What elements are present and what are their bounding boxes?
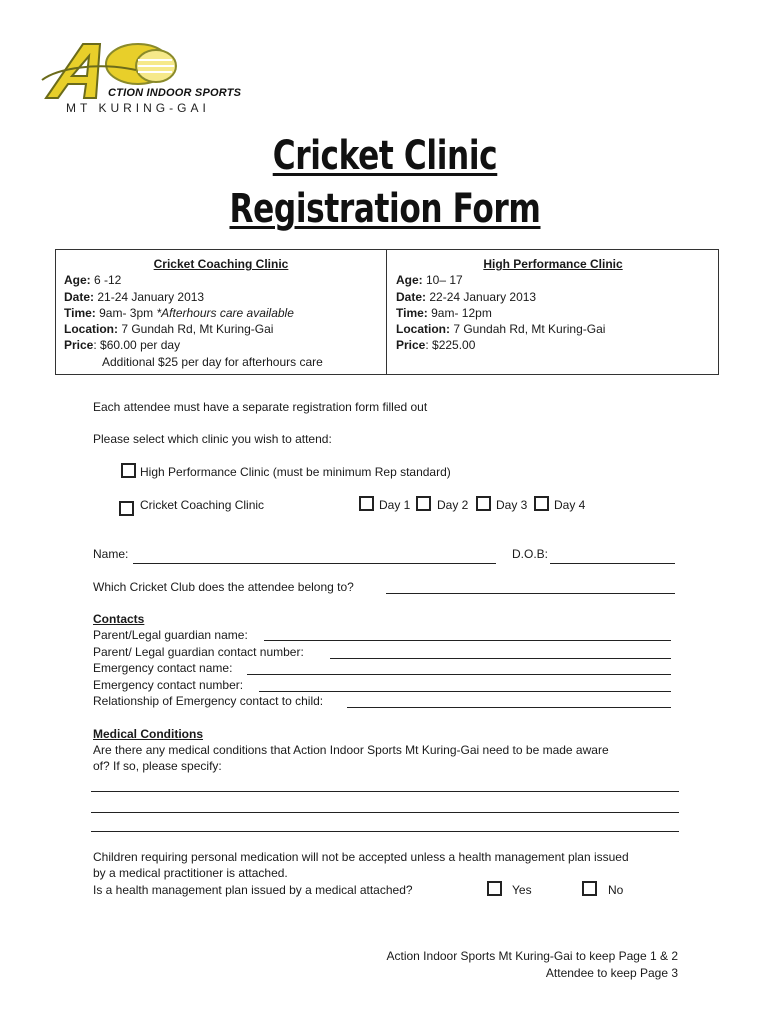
- medical-answer-line2[interactable]: [91, 812, 679, 813]
- time-value: 9am- 3pm: [95, 305, 157, 320]
- name-input-line[interactable]: [133, 563, 496, 564]
- health-plan-no-label: No: [608, 883, 624, 897]
- emergency-name-input-line[interactable]: [247, 674, 671, 675]
- coaching-price-row: [64, 337, 378, 353]
- day3-checkbox[interactable]: [476, 496, 491, 511]
- price-value: : $60.00 per day: [93, 338, 181, 353]
- club-label: Which Cricket Club does the attendee belong to?: [93, 580, 354, 594]
- dob-label: D.O.B:: [512, 547, 549, 561]
- day2-checkbox[interactable]: [416, 496, 431, 511]
- logo-location-text: MT KURING-GAI: [66, 101, 210, 115]
- health-plan-yes-checkbox[interactable]: [487, 881, 502, 896]
- medical-answer-line1[interactable]: [91, 791, 679, 792]
- emergency-number-label: Emergency contact number:: [93, 678, 244, 692]
- medical-question-line1: Are there any medical conditions that Action Indoor Sports Mt Kuring-Gai need to be made aware: [93, 743, 609, 757]
- location-label: Location:: [396, 322, 450, 337]
- price-value: : $225.00: [425, 338, 476, 353]
- date-label: Date:: [64, 289, 95, 304]
- logo-brand-text: CTION INDOOR SPORTS: [108, 87, 242, 99]
- performance-clinic-heading: High Performance Clinic: [483, 257, 623, 271]
- name-label: Name:: [93, 547, 129, 561]
- high-performance-option-label: High Performance Clinic (must be minimum Rep standard): [140, 465, 451, 479]
- performance-price-row: [396, 337, 710, 353]
- age-label: Age:: [64, 273, 91, 288]
- coaching-age-row: [64, 272, 378, 288]
- day3-label: Day 3: [496, 498, 528, 512]
- medication-notice-line2: by a medical practitioner is attached.: [93, 866, 288, 880]
- guardian-number-label: Parent/ Legal guardian contact number:: [93, 645, 304, 659]
- coaching-time-row: [64, 305, 378, 321]
- coaching-clinic-column: [56, 250, 386, 374]
- guardian-name-input-line[interactable]: [264, 640, 671, 641]
- footer-line1: Action Indoor Sports Mt Kuring-Gai to keep Page 1 & 2: [386, 949, 678, 963]
- coaching-price-extra: Additional $25 per day for afterhours care: [102, 354, 323, 369]
- performance-clinic-column: [386, 250, 718, 374]
- page-title-line1: Cricket Clinic: [272, 133, 498, 179]
- age-value: 6 -12: [90, 273, 122, 288]
- day4-label: Day 4: [554, 498, 586, 512]
- coaching-clinic-heading: Cricket Coaching Clinic: [153, 257, 289, 271]
- date-label: Date:: [396, 289, 427, 304]
- relationship-label: Relationship of Emergency contact to child:: [93, 694, 324, 708]
- coaching-clinic-option-label: Cricket Coaching Clinic: [140, 498, 265, 512]
- high-performance-checkbox[interactable]: [121, 463, 136, 478]
- emergency-number-input-line[interactable]: [259, 691, 671, 692]
- guardian-number-input-line[interactable]: [330, 658, 671, 659]
- coaching-date-row: [64, 289, 378, 305]
- coaching-location-row: [64, 321, 378, 337]
- relationship-input-line[interactable]: [347, 707, 671, 708]
- select-clinic-prompt: Please select which clinic you wish to attend:: [93, 432, 332, 446]
- day1-checkbox[interactable]: [359, 496, 374, 511]
- footer-line2: Attendee to keep Page 3: [545, 966, 678, 980]
- emergency-name-label: Emergency contact name:: [93, 661, 233, 675]
- club-input-line[interactable]: [386, 593, 675, 594]
- age-value: 10– 17: [422, 273, 463, 288]
- afterhours-note: *Afterhours care available: [156, 305, 294, 320]
- performance-date-row: [396, 289, 710, 305]
- time-value: 9am- 12pm: [427, 305, 492, 320]
- location-value: 7 Gundah Rd, Mt Kuring-Gai: [118, 322, 274, 337]
- price-label: Price: [396, 338, 426, 353]
- day2-label: Day 2: [437, 498, 469, 512]
- health-plan-no-checkbox[interactable]: [582, 881, 597, 896]
- contacts-heading: Contacts: [93, 612, 145, 626]
- age-label: Age:: [396, 273, 423, 288]
- date-value: 22-24 January 2013: [426, 289, 537, 304]
- guardian-name-label: Parent/Legal guardian name:: [93, 628, 248, 642]
- medical-question-line2: of? If so, please specify:: [93, 759, 222, 773]
- clinic-info-table: [55, 249, 719, 375]
- action-indoor-sports-logo-icon: [38, 40, 238, 110]
- time-label: Time:: [64, 305, 96, 320]
- day1-label: Day 1: [379, 498, 411, 512]
- medical-heading: Medical Conditions: [93, 727, 204, 741]
- performance-location-row: [396, 321, 710, 337]
- coaching-clinic-checkbox[interactable]: [119, 501, 134, 516]
- medical-answer-line3[interactable]: [91, 831, 679, 832]
- price-label: Price: [64, 338, 94, 353]
- dob-input-line[interactable]: [550, 563, 675, 564]
- page-title-line2: Registration Form: [229, 186, 541, 232]
- logo: [38, 40, 242, 120]
- health-plan-question: Is a health management plan issued by a medical attached?: [93, 883, 413, 897]
- health-plan-yes-label: Yes: [512, 883, 532, 897]
- location-value: 7 Gundah Rd, Mt Kuring-Gai: [450, 322, 606, 337]
- performance-time-row: [396, 305, 710, 321]
- performance-age-row: [396, 272, 710, 288]
- time-label: Time:: [396, 305, 428, 320]
- separate-form-note: Each attendee must have a separate registration form filled out: [93, 400, 428, 414]
- date-value: 21-24 January 2013: [94, 289, 205, 304]
- day4-checkbox[interactable]: [534, 496, 549, 511]
- location-label: Location:: [64, 322, 118, 337]
- medication-notice-line1: Children requiring personal medication will not be accepted unless a health management plan issued: [93, 850, 629, 864]
